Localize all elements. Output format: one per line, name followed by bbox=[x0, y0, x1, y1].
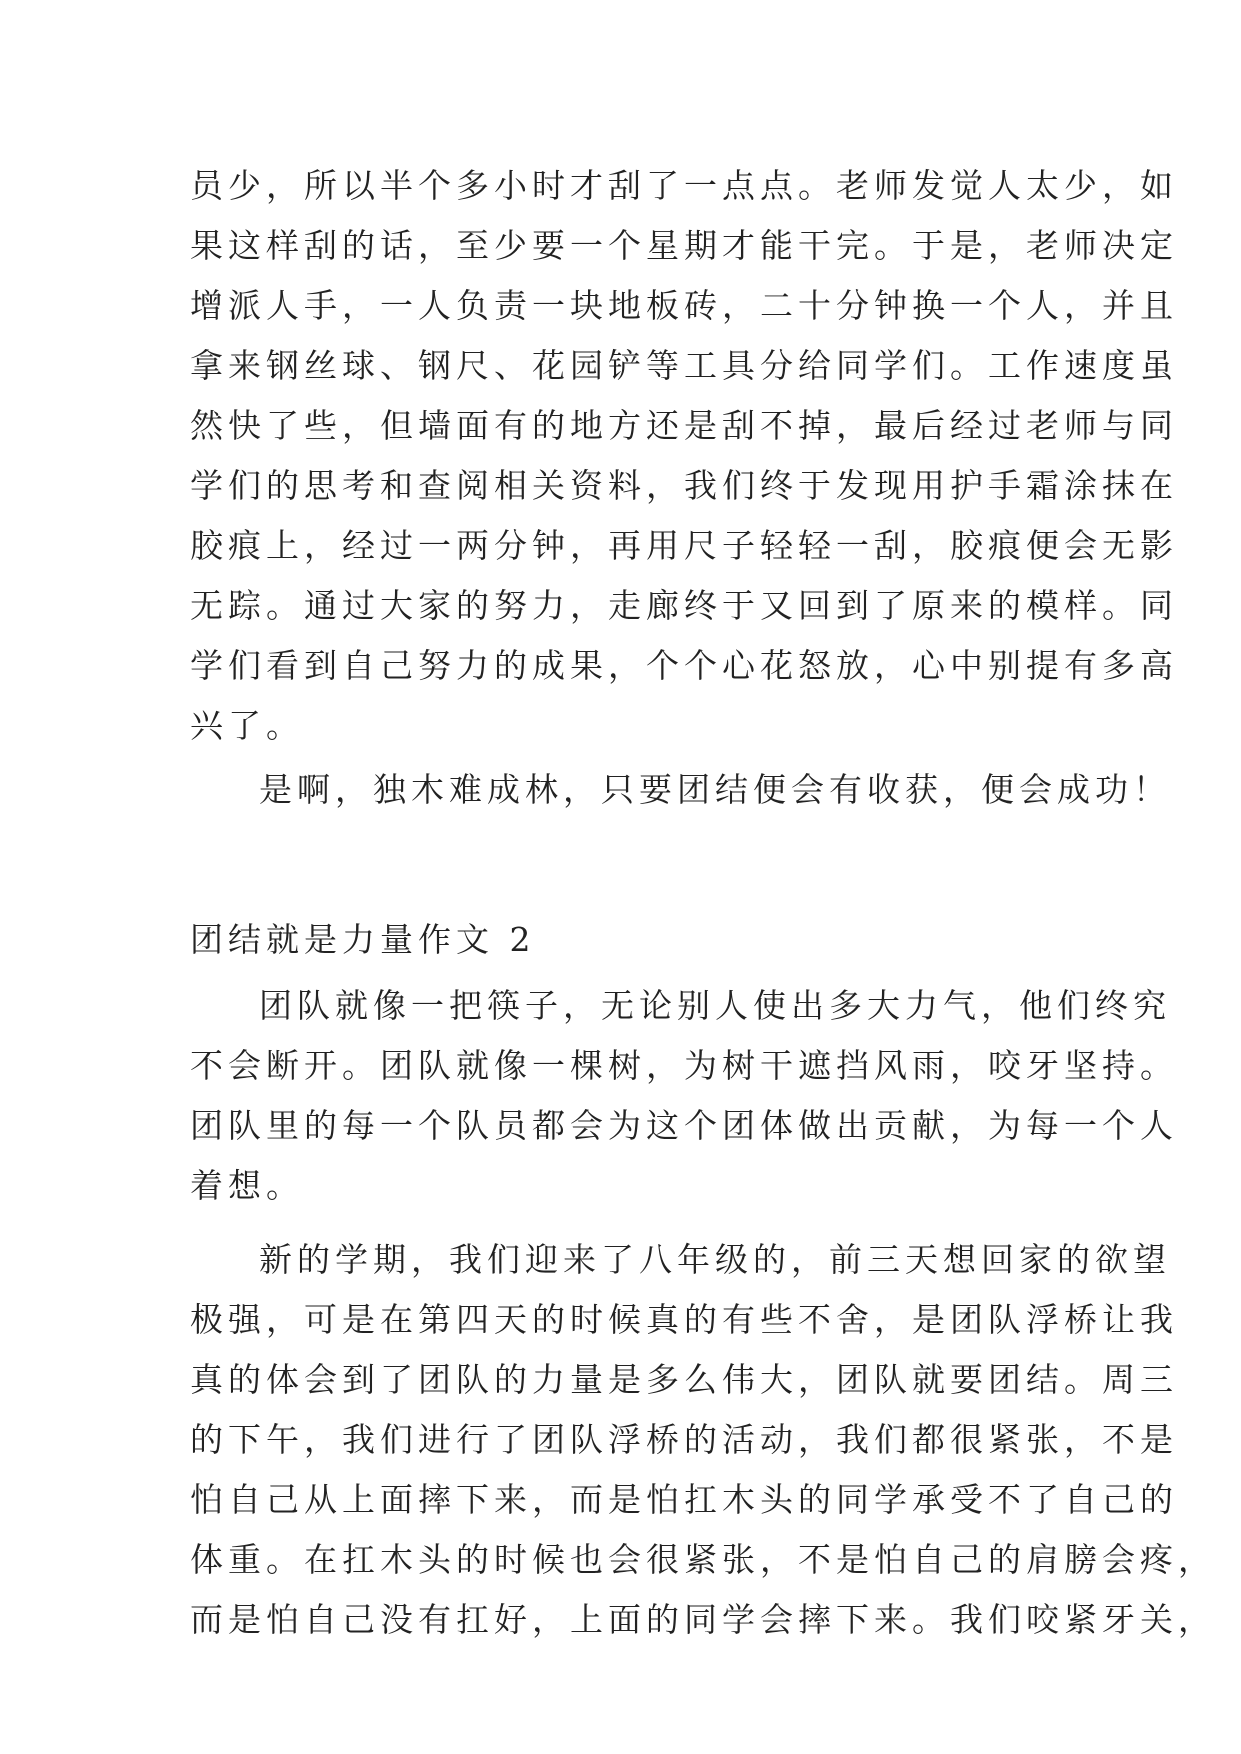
paragraph-line: 不会断开。团队就像一棵树，为树干遮挡风雨，咬牙坚持。 bbox=[190, 1046, 1178, 1085]
paragraph-line: 增派人手，一人负责一块地板砖，二十分钟换一个人，并且 bbox=[190, 286, 1178, 325]
paragraph-line: 学们看到自己努力的成果，个个心花怒放，心中别提有多高 bbox=[190, 646, 1178, 685]
paragraph-line: 体重。在扛木头的时候也会很紧张，不是怕自己的肩膀会疼， bbox=[190, 1540, 1216, 1579]
paragraph-line: 然快了些，但墙面有的地方还是刮不掉，最后经过老师与同 bbox=[190, 406, 1178, 445]
paragraph-line: 极强，可是在第四天的时候真的有些不舍，是团队浮桥让我 bbox=[190, 1300, 1178, 1339]
paragraph-line: 新的学期，我们迎来了八年级的，前三天想回家的欲望 bbox=[259, 1240, 1171, 1279]
paragraph-line: 着想。 bbox=[190, 1166, 304, 1205]
paragraph-line: 学们的思考和查阅相关资料，我们终于发现用护手霜涂抹在 bbox=[190, 466, 1178, 505]
paragraph-line: 拿来钢丝球、钢尺、花园铲等工具分给同学们。工作速度虽 bbox=[190, 346, 1178, 385]
paragraph-line: 胶痕上，经过一两分钟，再用尺子轻轻一刮，胶痕便会无影 bbox=[190, 526, 1178, 565]
paragraph-line: 怕自己从上面摔下来，而是怕扛木头的同学承受不了自己的 bbox=[190, 1480, 1178, 1519]
paragraph-line: 员少，所以半个多小时才刮了一点点。老师发觉人太少，如 bbox=[190, 166, 1178, 205]
paragraph-line: 无踪。通过大家的努力，走廊终于又回到了原来的模样。同 bbox=[190, 586, 1178, 625]
paragraph-line: 果这样刮的话，至少要一个星期才能干完。于是，老师决定 bbox=[190, 226, 1178, 265]
paragraph-line: 真的体会到了团队的力量是多么伟大，团队就要团结。周三 bbox=[190, 1360, 1178, 1399]
paragraph-line: 而是怕自己没有扛好，上面的同学会摔下来。我们咬紧牙关， bbox=[190, 1600, 1216, 1639]
paragraph-line: 兴了。 bbox=[190, 706, 304, 745]
section-heading: 团结就是力量作文 2 bbox=[190, 920, 536, 959]
conclusion-paragraph: 是啊，独木难成林，只要团结便会有收获，便会成功！ bbox=[259, 770, 1171, 809]
paragraph-line: 的下午，我们进行了团队浮桥的活动，我们都很紧张，不是 bbox=[190, 1420, 1178, 1459]
paragraph-line: 团队里的每一个队员都会为这个团体做出贡献，为每一个人 bbox=[190, 1106, 1178, 1145]
paragraph-line: 团队就像一把筷子，无论别人使出多大力气，他们终究 bbox=[259, 986, 1171, 1025]
